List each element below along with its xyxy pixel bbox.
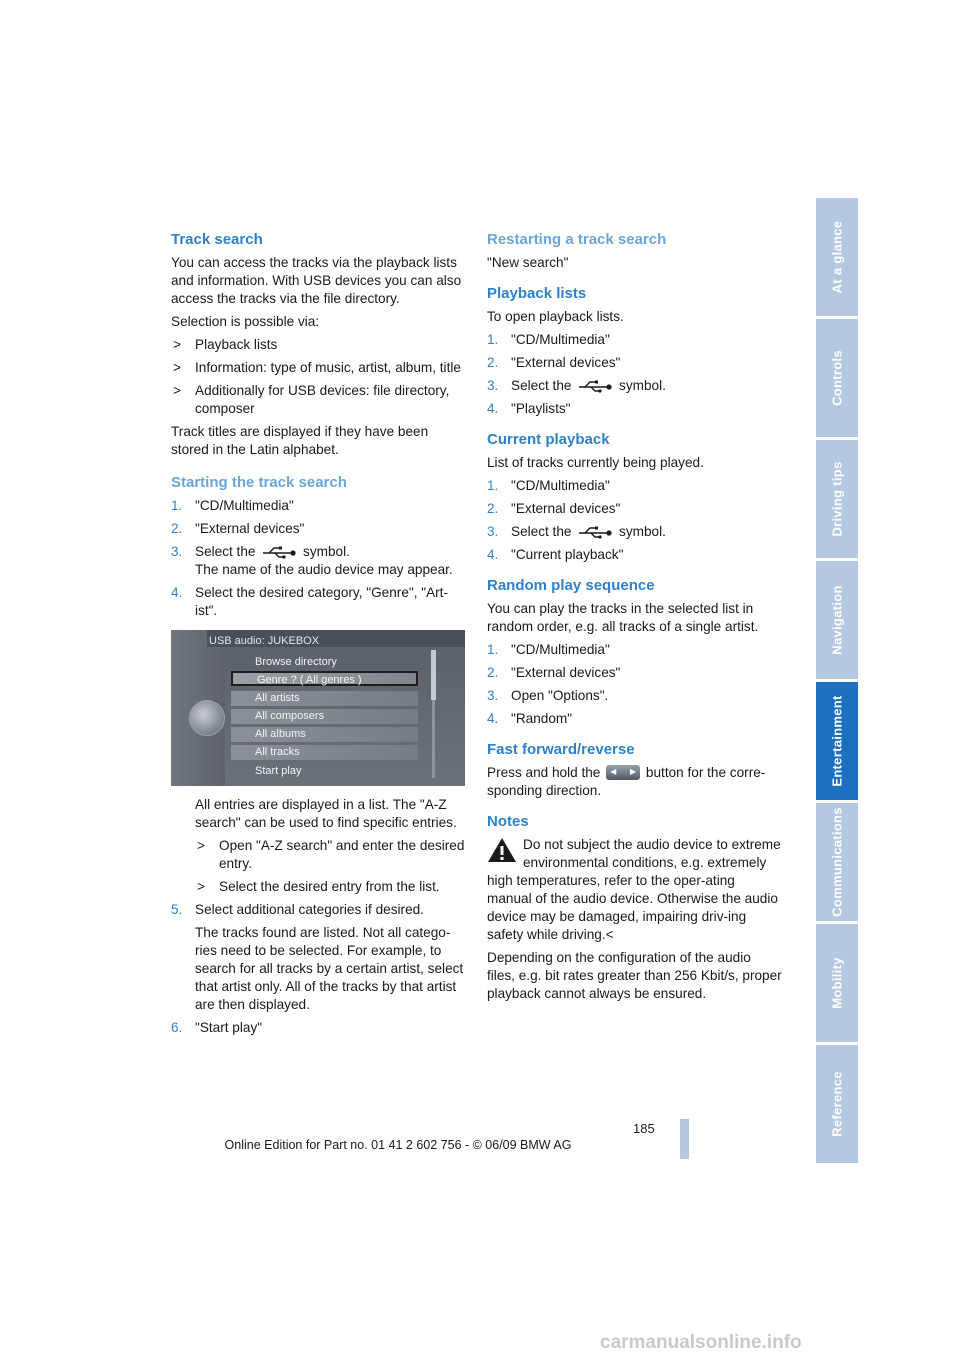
step-number: 4. xyxy=(487,401,499,416)
tab-entertainment[interactable] xyxy=(816,682,858,800)
list-item: > Open "A-Z search" and enter the desired entry. xyxy=(195,837,465,873)
step-item xyxy=(487,500,782,518)
step-item xyxy=(171,1019,465,1037)
right-column xyxy=(487,230,782,1008)
step-number: 1. xyxy=(487,332,499,347)
watermark: carmanualsonline.info xyxy=(600,1332,802,1353)
menu-item-tracks: All tracks xyxy=(231,745,418,760)
tab-label: Mobility xyxy=(829,957,845,1009)
step-number: 1. xyxy=(487,478,499,493)
step-text: Select the desired category, "Genre", "Art-ist". xyxy=(195,585,448,618)
heading-random: Random play sequence xyxy=(487,577,655,594)
notes-text: Depending on the configuration of the audio files, e.g. bit rates greater than 256 Kbit/s, proper playback cannot always be ensured. xyxy=(487,950,782,1001)
intro-text: You can access the tracks via the playback lists and information. With USB devices you can also access the tracks via the file directory. xyxy=(171,255,462,306)
step-text: Open "Options". xyxy=(511,688,609,703)
step-item xyxy=(171,901,465,1014)
random-steps xyxy=(487,641,782,728)
heading-track-search: Track search xyxy=(171,231,263,248)
section-restart xyxy=(487,230,782,272)
step-item xyxy=(487,546,782,564)
step-item xyxy=(487,377,782,395)
section-random xyxy=(487,576,782,728)
step-text: "Current playback" xyxy=(511,547,624,562)
heading-starting-search: Starting the track search xyxy=(171,474,347,491)
heading-restart: Restarting a track search xyxy=(487,231,667,248)
list-item: > Playback lists xyxy=(171,336,465,354)
warning-paragraph xyxy=(487,836,782,944)
usb-icon xyxy=(261,545,297,559)
step-text: "Playlists" xyxy=(511,401,571,416)
step-text: "External devices" xyxy=(511,665,621,680)
heading-fast-forward: Fast forward/reverse xyxy=(487,741,635,758)
menu-item-browse: Browse directory xyxy=(255,656,337,668)
footer xyxy=(0,1138,960,1152)
screenshot-scrollbar xyxy=(432,650,435,778)
step-number: 6. xyxy=(171,1020,183,1035)
step-item xyxy=(487,354,782,372)
step-text: "Start play" xyxy=(195,1020,263,1035)
step-number: 2. xyxy=(171,521,183,536)
step-item xyxy=(487,331,782,349)
playback-lists-intro: To open playback lists. xyxy=(487,309,624,324)
left-column xyxy=(171,230,465,1042)
warning-icon xyxy=(487,836,517,864)
step-text: "External devices" xyxy=(511,501,621,516)
page-number: 185 xyxy=(633,1121,655,1136)
step-extra: The tracks found are listed. Not all catego-ries need to be selected. For example, to search for all tracks by a certain artist, select that artist only. All of the tracks by that artist are then displayed. xyxy=(195,925,464,1012)
menu-item-genre: Genre ? ( All genres ) xyxy=(231,671,418,686)
seek-button-icon: ◀ ▶ xyxy=(606,765,640,780)
tab-label: At a glance xyxy=(829,220,845,294)
step-number: 4. xyxy=(487,547,499,562)
heading-current-playback: Current playback xyxy=(487,431,610,448)
step-item xyxy=(487,523,782,541)
menu-item-composers: All composers xyxy=(231,709,418,724)
step-text: Select the xyxy=(195,544,256,559)
menu-item-artists: All artists xyxy=(231,691,418,706)
tab-label: Communications xyxy=(829,807,845,917)
fast-forward-pre: Press and hold the xyxy=(487,765,601,780)
starting-steps xyxy=(171,497,465,1037)
step-text: Select the xyxy=(511,378,572,393)
step-text: "CD/Multimedia" xyxy=(511,332,610,347)
step-item xyxy=(171,497,465,515)
step-item xyxy=(487,477,782,495)
fast-forward-text xyxy=(487,764,782,800)
step-number: 4. xyxy=(171,585,183,600)
list-item: > Information: type of music, artist, album, title xyxy=(171,359,465,377)
step-number: 2. xyxy=(487,355,499,370)
step-number: 1. xyxy=(171,498,183,513)
step-number: 3. xyxy=(487,524,499,539)
step-number: 3. xyxy=(487,688,499,703)
step-number: 2. xyxy=(487,665,499,680)
usb-icon xyxy=(577,379,613,393)
step-item xyxy=(171,520,465,538)
menu-item-albums: All albums xyxy=(231,727,418,742)
controller-knob-icon xyxy=(189,700,225,736)
step-number: 4. xyxy=(487,711,499,726)
step-text: symbol. xyxy=(303,544,350,559)
footer-text: Online Edition for Part no. 01 41 2 602 756 - © 06/09 BMW AG xyxy=(224,1138,572,1152)
sub-bullets xyxy=(195,837,465,896)
step-number: 5. xyxy=(171,902,183,917)
menu-item-start-play: Start play xyxy=(255,765,302,777)
tab-communications[interactable] xyxy=(816,803,858,921)
step-item xyxy=(171,584,465,896)
section-current-playback xyxy=(487,430,782,564)
random-intro: You can play the tracks in the selected list in random order, e.g. all tracks of a single artist. xyxy=(487,601,759,634)
step-number: 2. xyxy=(487,501,499,516)
step-text: symbol. xyxy=(619,524,666,539)
step-extra: The name of the audio device may appear. xyxy=(195,562,453,577)
step-text: "External devices" xyxy=(511,355,621,370)
step-text: symbol. xyxy=(619,378,666,393)
tab-label: Driving tips xyxy=(829,461,845,537)
heading-notes: Notes xyxy=(487,813,529,830)
step-text: Select the xyxy=(511,524,572,539)
step-text: "External devices" xyxy=(195,521,305,536)
tab-controls[interactable] xyxy=(816,319,858,437)
step-number: 1. xyxy=(487,642,499,657)
tab-mobility[interactable] xyxy=(816,924,858,1042)
selection-list xyxy=(171,336,465,418)
chapter-sidebar xyxy=(816,198,858,1166)
tab-label: Entertainment xyxy=(829,695,845,787)
tab-driving-tips[interactable] xyxy=(816,440,858,558)
step-number: 3. xyxy=(487,378,499,393)
step-number: 3. xyxy=(171,544,183,559)
list-item: > Select the desired entry from the list. xyxy=(195,878,465,896)
step-item xyxy=(487,710,782,728)
selection-label: Selection is possible via: xyxy=(171,314,320,329)
section-track-search xyxy=(171,230,465,459)
list-item: > Additionally for USB devices: file directory, composer xyxy=(171,382,465,418)
tab-navigation[interactable] xyxy=(816,561,858,679)
section-fast-forward xyxy=(487,740,782,800)
current-playback-steps xyxy=(487,477,782,564)
fast-forward-post: button for the corre-sponding direction. xyxy=(487,765,766,798)
tab-label: Reference xyxy=(829,1071,845,1137)
step-text: "CD/Multimedia" xyxy=(195,498,294,513)
tab-at-a-glance[interactable] xyxy=(816,198,858,316)
restart-text: "New search" xyxy=(487,255,569,270)
step-text: Select additional categories if desired. xyxy=(195,902,424,917)
latin-note: Track titles are displayed if they have been stored in the Latin alphabet. xyxy=(171,424,429,457)
screenshot-title: USB audio: JUKEBOX xyxy=(209,635,320,647)
step-item xyxy=(487,641,782,659)
step-item xyxy=(487,687,782,705)
tab-label: Controls xyxy=(829,350,845,406)
step-text: "CD/Multimedia" xyxy=(511,642,610,657)
section-starting-search xyxy=(171,473,465,1037)
warning-text: Do not subject the audio device to extreme environmental conditions, e.g. extremely high temperatures, refer to the oper-ating manual of the audio device. Otherwise the audio device may be damaged, impairing driv-ing safety while driving.< xyxy=(487,837,781,942)
step-item xyxy=(487,400,782,418)
step-item xyxy=(487,664,782,682)
step-text: "Random" xyxy=(511,711,573,726)
playback-lists-steps xyxy=(487,331,782,418)
jukebox-screenshot xyxy=(171,630,465,786)
usb-icon xyxy=(577,525,613,539)
section-notes xyxy=(487,812,782,1003)
section-playback-lists xyxy=(487,284,782,418)
heading-playback-lists: Playback lists xyxy=(487,285,587,302)
after-image-text: All entries are displayed in a list. The "A-Z search" can be used to find specific entries. xyxy=(195,797,457,830)
tab-label: Navigation xyxy=(829,585,845,655)
step-text: "CD/Multimedia" xyxy=(511,478,610,493)
current-playback-intro: List of tracks currently being played. xyxy=(487,455,704,470)
step-item xyxy=(171,543,465,579)
